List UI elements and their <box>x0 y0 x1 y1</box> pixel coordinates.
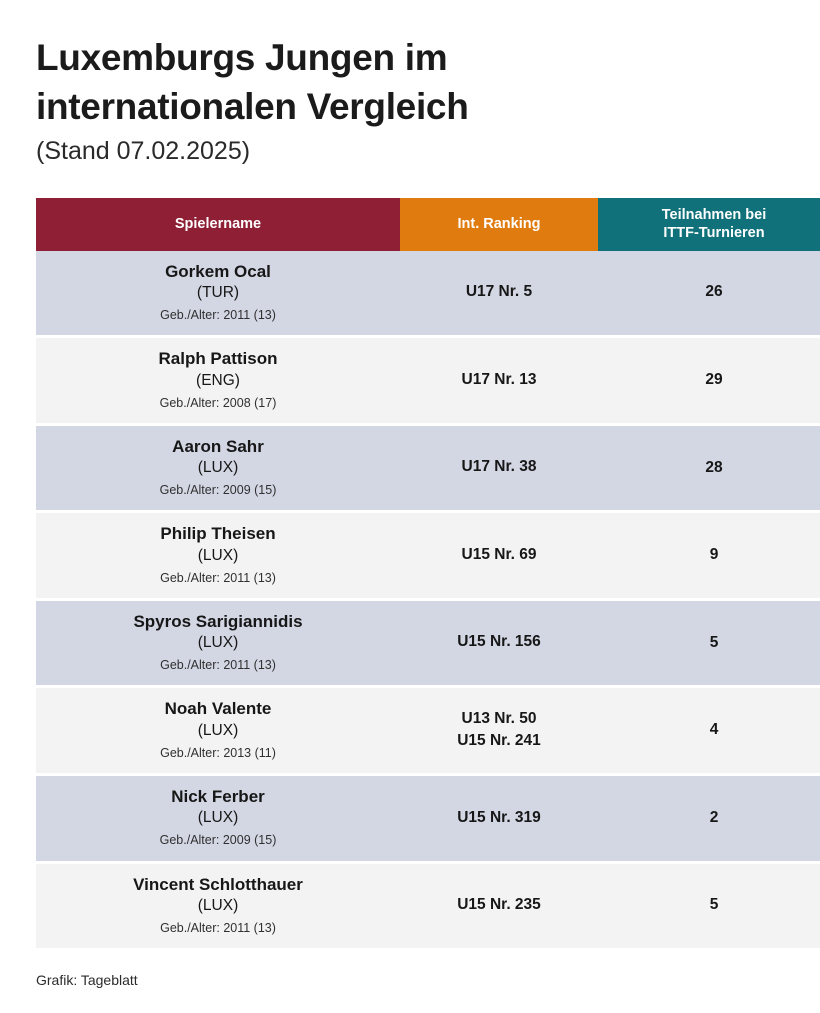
table-row <box>36 775 820 863</box>
cell-player <box>36 687 400 775</box>
ranking-line-2: U15 Nr. 241 <box>457 732 541 750</box>
cell-ranking <box>400 251 598 337</box>
ranking-table <box>36 198 820 949</box>
table-row <box>36 512 820 600</box>
cell-player <box>36 251 400 337</box>
player-name: Spyros Sarigiannidis <box>133 611 303 631</box>
cell-player <box>36 599 400 687</box>
ranking-line-1: U15 Nr. 319 <box>457 808 541 826</box>
cell-participations: 9 <box>598 512 820 600</box>
table-row <box>36 251 820 337</box>
player-country: (LUX) <box>197 896 239 914</box>
player-birth-age: Geb./Alter: 2009 (15) <box>159 833 277 848</box>
table-body <box>36 251 820 949</box>
player-country: (TUR) <box>196 284 240 302</box>
column-header-participations-line1: Teilnahmen bei <box>661 207 767 224</box>
player-name: Ralph Pattison <box>158 349 278 369</box>
table-row <box>36 337 820 425</box>
ranking-line-1: U15 Nr. 69 <box>461 545 537 563</box>
cell-player <box>36 862 400 948</box>
page-subtitle: (Stand 07.02.2025) <box>36 136 251 165</box>
table-row <box>36 862 820 948</box>
column-header-participations-line2: ITTF-Turnieren <box>663 225 765 242</box>
player-country: (LUX) <box>197 721 239 739</box>
cell-ranking <box>400 337 598 425</box>
cell-participations: 29 <box>598 337 820 425</box>
cell-ranking <box>400 862 598 948</box>
cell-player <box>36 424 400 512</box>
player-name: Aaron Sahr <box>172 436 264 456</box>
player-birth-age: Geb./Alter: 2011 (13) <box>160 658 276 673</box>
ranking-line-1: U17 Nr. 38 <box>461 458 537 476</box>
column-header-player-name: Spielername <box>36 198 400 251</box>
cell-ranking <box>400 424 598 512</box>
player-birth-age: Geb./Alter: 2011 (13) <box>160 570 276 585</box>
player-birth-age: Geb./Alter: 2011 (13) <box>160 307 276 322</box>
cell-participations: 28 <box>598 424 820 512</box>
cell-ranking <box>400 599 598 687</box>
table-header <box>36 198 820 251</box>
cell-player <box>36 337 400 425</box>
column-header-int-ranking: Int. Ranking <box>400 198 598 251</box>
ranking-line-1: U15 Nr. 235 <box>457 896 541 914</box>
player-country: (LUX) <box>197 634 239 652</box>
cell-participations: 5 <box>598 599 820 687</box>
cell-ranking <box>400 775 598 863</box>
player-birth-age: Geb./Alter: 2013 (11) <box>160 745 276 760</box>
player-name: Philip Theisen <box>160 524 276 544</box>
player-country: (ENG) <box>196 371 240 389</box>
player-birth-age: Geb./Alter: 2009 (15) <box>159 483 277 498</box>
ranking-line-1: U17 Nr. 5 <box>465 283 533 301</box>
player-country: (LUX) <box>197 546 239 564</box>
cell-ranking <box>400 687 598 775</box>
ranking-table-container <box>36 198 794 949</box>
table-row <box>36 687 820 775</box>
table-header-row <box>36 198 820 251</box>
cell-participations: 26 <box>598 251 820 337</box>
ranking-line-1: U17 Nr. 13 <box>461 370 537 388</box>
cell-participations: 5 <box>598 862 820 948</box>
player-country: (LUX) <box>197 809 239 827</box>
player-name: Nick Ferber <box>171 787 265 807</box>
player-name: Noah Valente <box>164 699 272 719</box>
ranking-line-1: U13 Nr. 50 <box>461 709 537 727</box>
player-birth-age: Geb./Alter: 2011 (13) <box>160 920 276 935</box>
table-row <box>36 424 820 512</box>
ranking-line-1: U15 Nr. 156 <box>457 633 541 651</box>
cell-player <box>36 512 400 600</box>
player-name: Vincent Schlotthauer <box>133 874 303 894</box>
cell-ranking <box>400 512 598 600</box>
page-title: Luxemburgs Jungen im internationalen Vergleich <box>36 37 469 127</box>
table-row <box>36 599 820 687</box>
cell-participations: 4 <box>598 687 820 775</box>
player-name: Gorkem Ocal <box>165 261 271 281</box>
player-country: (LUX) <box>197 459 239 477</box>
cell-participations: 2 <box>598 775 820 863</box>
cell-player <box>36 775 400 863</box>
graphic-credit: Grafik: Tageblatt <box>36 972 138 989</box>
player-birth-age: Geb./Alter: 2008 (17) <box>159 395 277 410</box>
column-header-participations <box>598 198 820 251</box>
